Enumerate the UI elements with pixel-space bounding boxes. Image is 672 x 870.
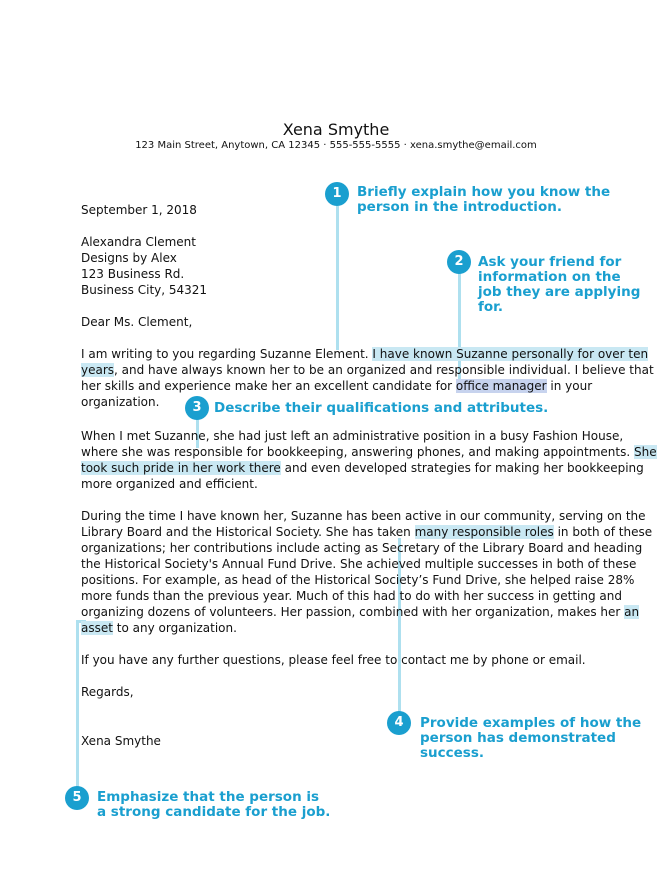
- annotation-5-text: Emphasize that the person is a strong candidate for the job.: [97, 789, 331, 820]
- paragraph-3-line: organizations; her contributions include acting as Secretary of the Library Board and heading: [81, 541, 643, 555]
- annotation-2-badge: 2: [447, 250, 471, 274]
- paragraph-3-line: During the time I have known her, Suzanne has been active in our community, serving on the: [81, 509, 646, 523]
- recipient-city: Business City, 54321: [81, 283, 208, 297]
- annotation-4-badge: 4: [387, 711, 411, 735]
- annotation-4-text: Provide examples of how the person has demonstrated success.: [420, 715, 642, 761]
- paragraph-2-line: where she was responsible for bookkeeping, answering phones, and making appointments. She: [81, 445, 657, 459]
- connector-5-vertical: [76, 621, 79, 787]
- closing: Regards,: [81, 685, 134, 699]
- signature: Xena Smythe: [81, 734, 161, 748]
- highlight-office-manager: office manager: [455, 379, 547, 393]
- paragraph-3-line: organizing dozens of volunteers. Her passion, combined with her organization, makes her an: [81, 605, 640, 619]
- paragraph-3-line: asset to any organization.: [81, 621, 237, 635]
- paragraph-3-line: Library Board and the Historical Society. She has taken many responsible roles in both of these: [81, 525, 653, 539]
- paragraph-3-line: more funds than the previous year. Much of this had to do with her success in getting and: [81, 589, 622, 603]
- paragraph-1-line: I am writing to you regarding Suzanne Element. I have known Suzanne personally for over ten: [81, 347, 649, 361]
- annotation-1-text: Briefly explain how you know the person in the introduction.: [357, 184, 611, 215]
- paragraph-2-line: more organized and efficient.: [81, 477, 258, 491]
- recipient-company: Designs by Alex: [81, 251, 177, 265]
- sender-name: Xena Smythe: [282, 120, 390, 139]
- highlight-asset-cont: asset: [81, 621, 113, 635]
- highlight-known: I have known Suzanne personally for over ten: [372, 347, 649, 361]
- highlight-roles: many responsible roles: [414, 525, 554, 539]
- connector-1: [336, 206, 339, 350]
- annotation-2-text: Ask your friend for information on the job they are applying for.: [478, 254, 641, 315]
- annotation-5-badge: 5: [65, 786, 89, 810]
- recipient-name: Alexandra Clement: [81, 235, 196, 249]
- sender-contact: 123 Main Street, Anytown, CA 12345 · 555-555-5555 · xena.smythe@email.com: [135, 140, 537, 151]
- paragraph-4: If you have any further questions, please feel free to contact me by phone or email.: [81, 653, 586, 667]
- annotation-1-badge: 1: [325, 182, 349, 206]
- paragraph-3-line: positions. For example, as head of the Historical Society’s Fund Drive, she helped raise 28%: [81, 573, 635, 587]
- paragraph-1-line: organization.: [81, 395, 160, 409]
- paragraph-1-line: her skills and experience make her an excellent candidate for office manager in your: [81, 379, 593, 393]
- salutation: Dear Ms. Clement,: [81, 315, 193, 329]
- highlight-pride-cont: took such pride in her work there: [81, 461, 281, 475]
- highlight-known-cont: years: [81, 363, 115, 377]
- recipient-street: 123 Business Rd.: [81, 267, 185, 281]
- annotation-3-text: Describe their qualifications and attributes.: [214, 400, 549, 416]
- letter-date: September 1, 2018: [81, 203, 197, 217]
- paragraph-1-line: years, and have always known her to be an organized and responsible individual. I believe that: [81, 363, 654, 377]
- paragraph-2-line: took such pride in her work there and even developed strategies for making her bookkeeping: [81, 461, 644, 475]
- paragraph-2-line: When I met Suzanne, she had just left an administrative position in a busy Fashion House,: [81, 429, 624, 443]
- paragraph-3-line: the Historical Society's Annual Fund Drive. She achieved multiple successes in both of these: [81, 557, 637, 571]
- highlight-asset: an: [624, 605, 640, 619]
- highlight-pride: She: [633, 445, 657, 459]
- annotation-3-badge: 3: [185, 396, 209, 420]
